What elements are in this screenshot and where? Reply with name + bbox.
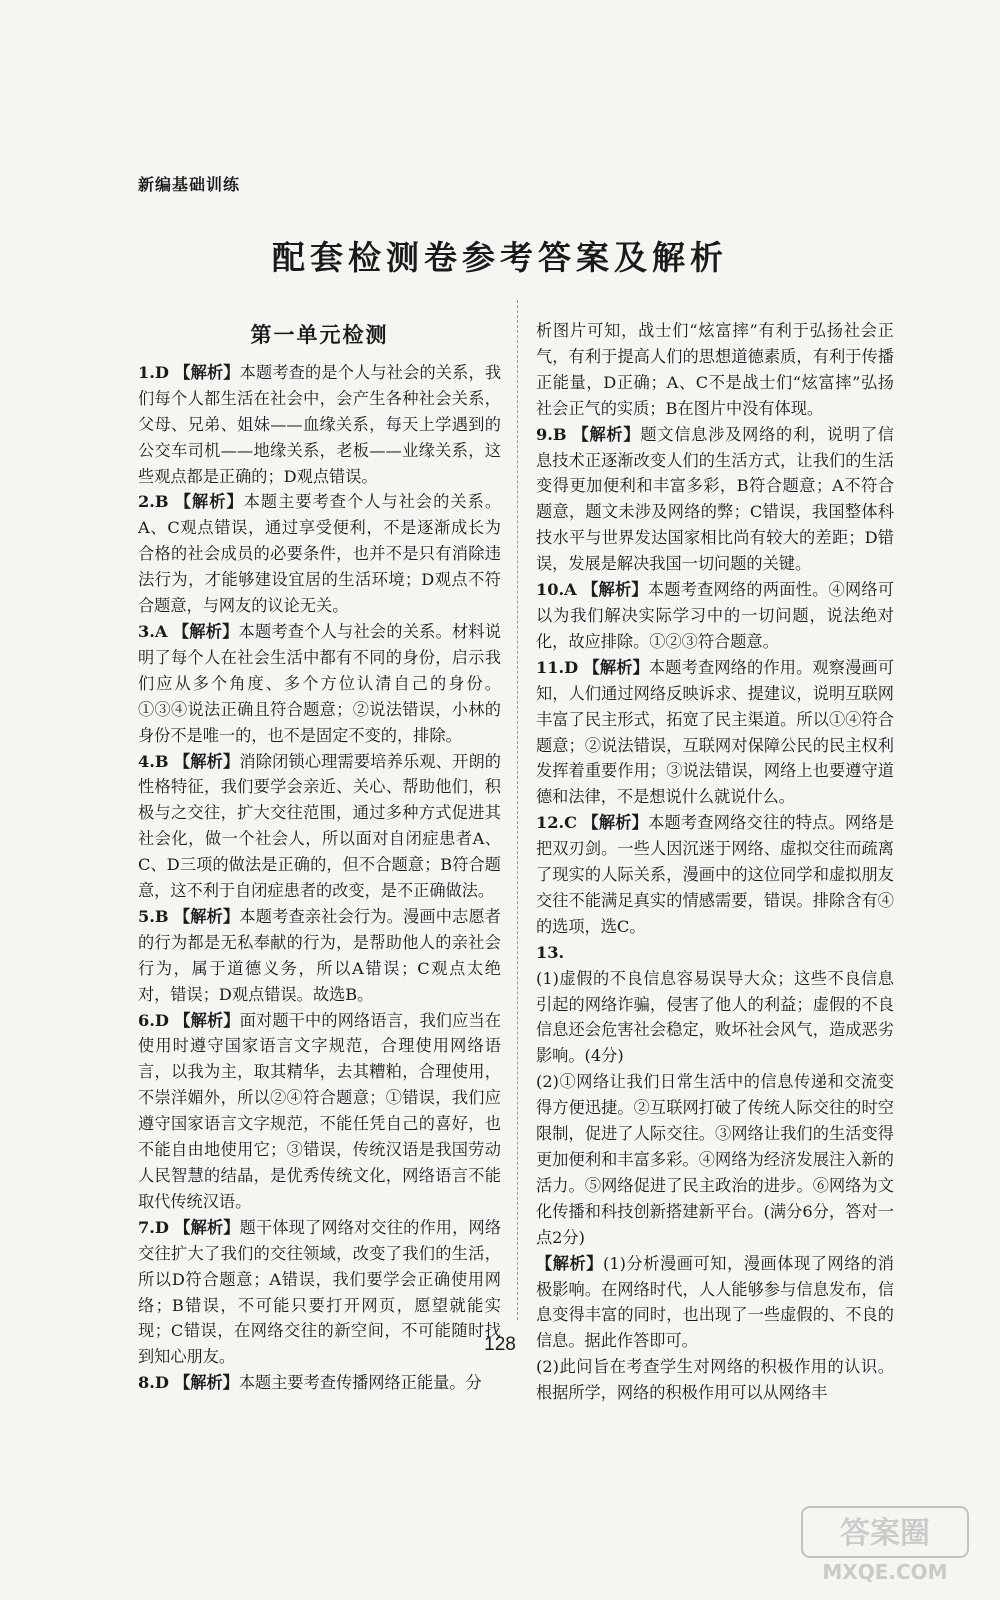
answer-text: 本题考查的是个人与社会的关系，我们每个人都生活在社会中，会产生各种社会关系，父母、兄弟、姐妹——血缘关系，每天上学遇到的公交车司机——地缘关系，老板——业缘关系，这些观点都是正确的；D观点错误。 [138, 362, 502, 486]
answer-item [138, 489, 501, 619]
analysis-tag: 【解析】 [582, 813, 649, 833]
answer-item [536, 577, 894, 655]
analysis-tag: 【解析】 [583, 657, 649, 677]
answer-text: 题文信息涉及网络的利，说明了信息技术正逐渐改变人们的生活方式，让我们的生活变得更加便利和丰富多彩，B符合题意；A不符合题意，题文未涉及网络的弊；C错误，我国整体科技水平与世界发达国家相比尚有较大的差距；D错误，发展是解决我国一切问题的关键。 [536, 424, 894, 574]
answer-number: 5.B [138, 906, 169, 926]
answer-item [138, 360, 501, 490]
analysis-tag: 【解析】 [582, 580, 648, 600]
analysis-tag: 【解析】 [173, 751, 240, 771]
svg-text:答案圈: 答案圈 [840, 1516, 930, 1551]
left-answer-list [138, 360, 501, 1396]
analysis-tag: 【解析】 [174, 1373, 239, 1393]
answer-text: 本题主要考查个人与社会的关系。A、C观点错误，通过享受便利，不是逐渐成长为合格的社会成员的必要条件，也并不是只有消除违法行为，才能够建设宜居的生活环境；D观点不符合题意，与网友的议论无关。 [138, 492, 502, 616]
right-answer-list [536, 422, 894, 940]
answer-text: 本题考查个人与社会的关系。材料说明了每个人在社会生活中都有不同的身份，启示我们应从多个角度、多个方位认清自己的身份。①③④说法正确且符合题意；②说法错误，小林的身份不是唯一的，也不是固定不变的，排除。 [138, 621, 502, 745]
answer-text: 本题考查亲社会行为。漫画中志愿者的行为都是无私奉献的行为，是帮助他人的亲社会行为，属于道德义务，所以A错误；C观点太绝对，错误；D观点错误。故选B。 [138, 906, 501, 1004]
answer-number: 11.D [536, 657, 579, 677]
answer-text: 本题考查网络的作用。观察漫画可知，人们通过网络反映诉求、提建议，说明互联网丰富了民主形式，拓宽了民主渠道。所以①④符合题意；②说法错误，互联网对保障公民的民主权利发挥着重要作用；③说法错误，网络上也要遵守道德和法律，不是想说什么就说什么。 [536, 657, 895, 807]
answer-item [138, 749, 501, 904]
page-number: 128 [484, 1334, 516, 1355]
answer-number: 6.D [138, 1010, 169, 1030]
answer-text: 本题主要考查传播网络正能量。分 [238, 1373, 482, 1393]
answer-item [536, 810, 894, 940]
watermark-logo-icon [800, 1505, 970, 1585]
q13-part1: (1)虚假的不良信息容易误导大众；这些不良信息引起的网络诈骗，侵害了他人的利益；虚假的不良信息还会危害社会稳定，败坏社会风气，造成恶劣影响。(4分) [536, 968, 894, 1066]
answer-number: 13. [536, 942, 565, 962]
answer-number: 2.B [138, 492, 169, 512]
answer-number: 1.D [138, 362, 169, 382]
q13-analysis-2: (2)此问旨在考查学生对网络的积极作用的认识。根据所学，网络的积极作用可以从网络丰 [536, 1357, 894, 1403]
analysis-tag: 【解析】 [174, 1217, 240, 1237]
answer-number: 8.D [138, 1373, 169, 1393]
answer-number: 4.B [138, 751, 169, 771]
continued-answer-text: 析图片可知，战士们“炫富摔”有利于弘扬社会正气，有利于提高人们的思想道德素质，有利于传播正能量，D正确；A、C不是战士们“炫富摔”弘扬社会正气的实质；B在图片中没有体现。 [536, 321, 894, 418]
analysis-tag: 【解析】 [173, 906, 240, 926]
answer-text: 消除闭锁心理需要培养乐观、开朗的性格特征，我们要学会亲近、关心、帮助他们，积极与之交往，扩大交往范围，通过多种方式促进其社会化，做一个社会人，所以面对自闭症患者A、C、D三项的做法是正确的，但不合题意；B符合题意，这不利于自闭症患者的改变，是不正确做法。 [138, 751, 501, 901]
answer-item [138, 1008, 501, 1215]
answer-item [138, 1370, 501, 1396]
answer-number: 7.D [138, 1217, 169, 1237]
answer-text: 面对题干中的网络语言，我们应当在使用时遵守国家语言文字规范，合理使用网络语言，以我为主，取其精华，去其糟粕，合理使用，不崇洋媚外，所以②④符合题意；①错误，我们应遵守国家语言文字规范，不能任凭自己的喜好，也不能自由地使用它；③错误，传统汉语是我国劳动人民智慧的结晶，是优秀传统文化，网络语言不能取代传统汉语。 [138, 1010, 502, 1211]
answer-number: 9.B [536, 424, 567, 444]
analysis-tag: 【解析】 [174, 1010, 240, 1030]
answer-number: 10.A [536, 580, 577, 600]
answer-item [536, 655, 894, 810]
analysis-tag: 【解析】 [174, 362, 240, 382]
answer-item [138, 904, 501, 1008]
answer-text: 题干体现了网络对交往的作用，网络交往扩大了我们的交往领域，改变了我们的生活，所以D符合题意；A错误，我们要学会正确使用网络；B错误，不可能只要打开网页，愿望就能实现；C错误，在网络交往的新空间，不可能随时找到知心朋友。 [138, 1217, 502, 1367]
answer-item [536, 422, 894, 577]
analysis-tag: 【解析】 [174, 492, 244, 512]
analysis-tag: 【解析】 [572, 424, 641, 444]
analysis-tag: 【解析】 [536, 1253, 604, 1273]
svg-text:MXQE.COM: MXQE.COM [822, 1560, 948, 1584]
section-heading: 第一单元检测 [250, 322, 389, 347]
answer-number: 12.C [536, 813, 578, 833]
analysis-tag: 【解析】 [172, 621, 239, 641]
answer-text: 本题考查网络的两面性。④网络可以为我们解决实际学习中的一切问题，说法绝对化，故应排除。①②③符合题意。 [536, 580, 895, 651]
left-column [138, 318, 501, 1396]
q13-part2: (2)①网络让我们日常生活中的信息传递和交流变得方便迅捷。②互联网打破了传统人际交往的时空限制，促进了人际交往。③网络让我们的生活变得更加便利和丰富多彩。④网络为经济发展注入新的活力。⑤网络促进了民主政治的进步。⑥网络为文化传播和科技创新搭建新平台。(满分6分，答对一点2分) [536, 1072, 894, 1247]
q13-analysis-1: 【解析】(1)分析漫画可知，漫画体现了网络的消极影响。在网络时代，人人能够参与信息发布，信息变得丰富的同时，也出现了一些虚假的、不良的信息。据此作答即可。 [536, 1253, 894, 1351]
right-column [536, 318, 894, 1406]
column-divider [517, 300, 518, 1320]
answer-item [138, 619, 501, 749]
answer-text: 本题考查网络交往的特点。网络是把双刃剑。一些人因沉迷于网络、虚拟交往而疏离了现实的人际关系，漫画中的这位同学和虚拟朋友交往不能满足真实的情感需要，错误。排除含有④的选项，选C。 [536, 813, 895, 936]
book-series-label: 新编基础训练 [138, 175, 241, 194]
page-title: 配套检测卷参考答案及解析 [272, 238, 728, 277]
answer-number: 3.A [138, 621, 168, 641]
answer-item-13 [536, 940, 894, 1251]
